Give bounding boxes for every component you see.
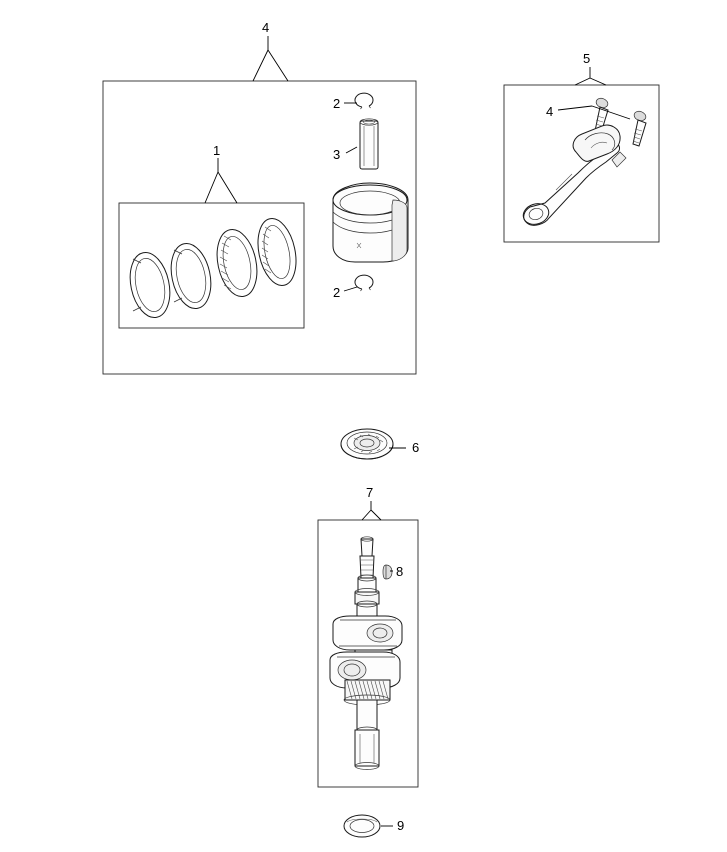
piston-body [333,183,408,262]
retaining-clip-lower [355,275,373,291]
callout-label-2-upper: 2 [333,96,341,111]
leader-3 [346,147,357,153]
callout-label-4: 4 [262,20,270,35]
callout-label-5: 4 [546,104,554,119]
leader-1 [205,158,237,203]
callout-label-8: 7 [366,485,374,500]
piston-ring-1 [125,249,176,321]
callout-label-9: 8 [396,564,404,579]
leader-2-lower [344,287,357,291]
leader-5 [558,106,630,119]
piston-ring-4 [252,215,301,289]
callout-label-1: 1 [213,143,221,158]
callout-label-3: 3 [333,147,341,162]
piston-ring-3 [211,226,262,300]
connecting-rod [521,125,626,227]
leader-8 [362,501,381,520]
callout-label-10: 9 [397,818,405,833]
piston-pin [360,119,378,169]
leader-6 [575,67,606,85]
connecting-rod-bolt-2 [633,110,647,146]
leader-4 [253,36,288,81]
oil-seal-ring [344,815,380,837]
callout-label-6: 5 [583,51,591,66]
retaining-clip-upper [355,93,373,109]
callout-label-2-lower: 2 [333,285,341,300]
ball-bearing [341,429,393,459]
woodruff-key [383,565,392,579]
callout-label-7: 6 [412,440,420,455]
group-box-1 [119,203,304,328]
piston-ring-2 [166,240,217,312]
